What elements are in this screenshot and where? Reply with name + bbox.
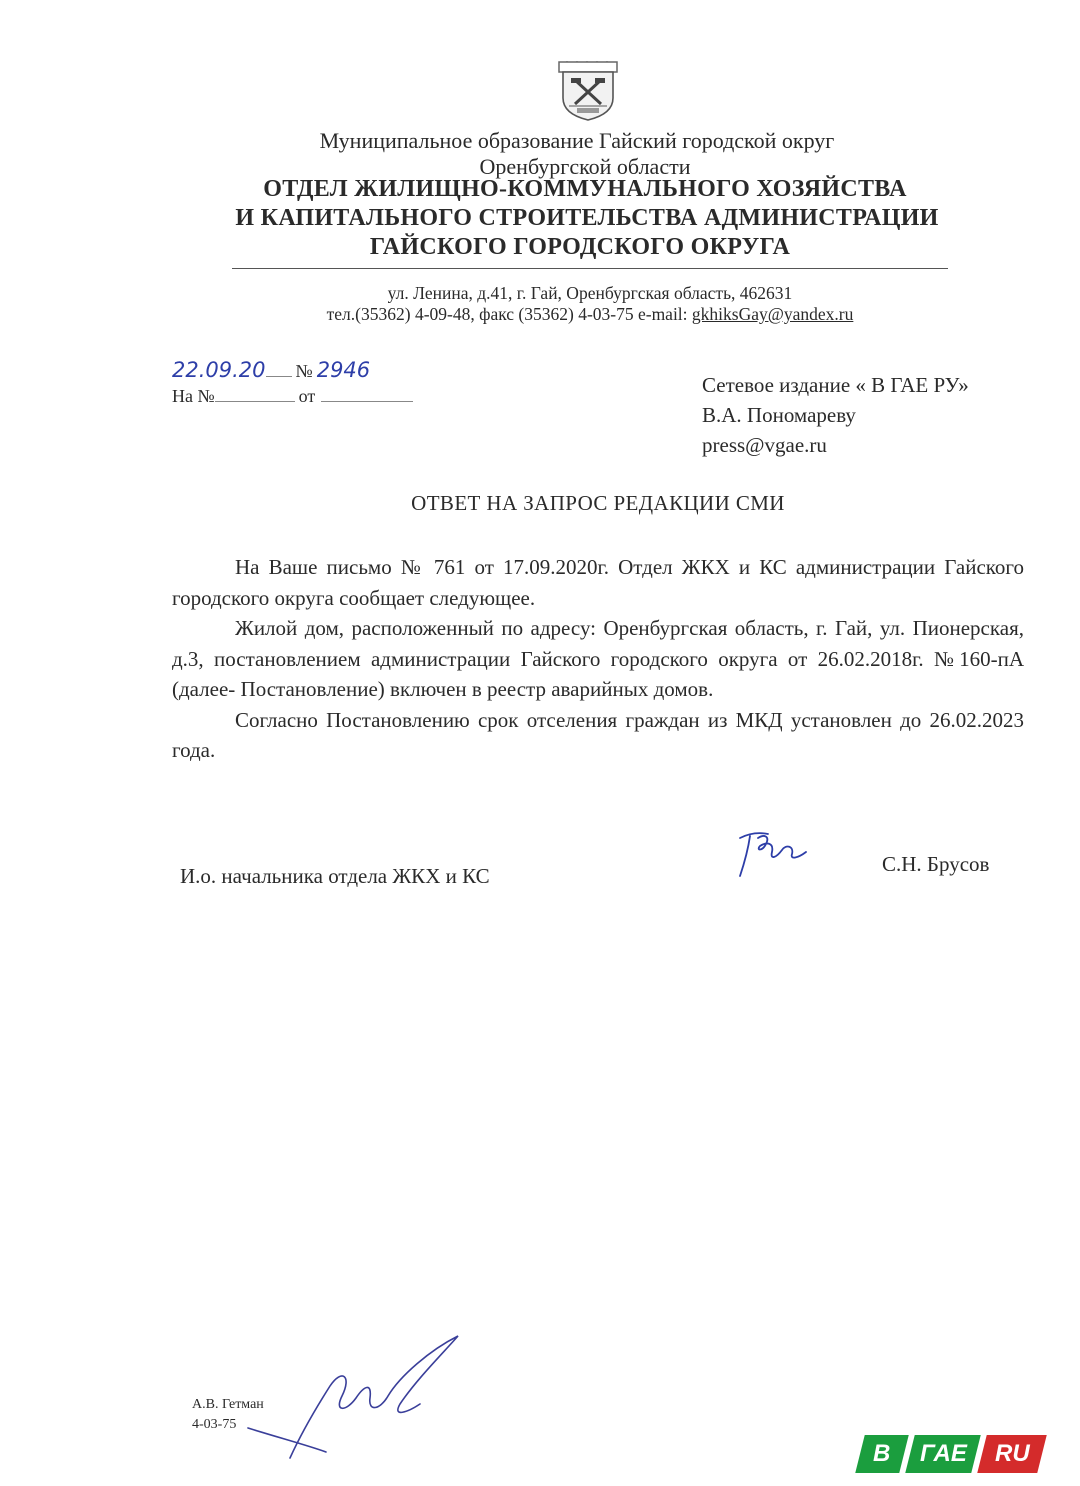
watermark-badge: ГАЕ — [905, 1435, 980, 1473]
in-reply-blank — [215, 387, 295, 402]
contacts-text: тел.(35362) 4-09-48, факс (35362) 4-03-75 e-mail: — [326, 304, 692, 324]
addressee-name: В.А. Пономареву — [702, 403, 856, 427]
from-blank — [321, 387, 413, 402]
addressee-outlet: Сетевое издание « В ГАЕ РУ» — [702, 373, 969, 397]
body-paragraph: На Ваше письмо № 761 от 17.09.2020г. Отдел ЖКХ и КС администрации Гайского городского округа сообщает следующее. — [172, 555, 1024, 610]
body-paragraph: Согласно Постановлению срок отселения граждан из МКД установлен до 26.02.2023 года. — [172, 707, 1024, 762]
body-paragraph: Жилой дом, расположенный по адресу: Оренбургская область, г. Гай, ул. Пионерская, д.3, постановлением администрации Гайского городского округа от 26.02.2018г. №160-пА (далее- Постановление) включен в реестр аварийных домов. — [172, 616, 1024, 701]
executor-signature — [230, 1328, 470, 1468]
document-title: ОТВЕТ НА ЗАПРОС РЕДАКЦИИ СМИ — [411, 491, 785, 515]
number-label: № — [295, 361, 313, 381]
header-divider — [232, 268, 948, 269]
date-underline — [266, 362, 292, 377]
watermark-badge: RU — [977, 1435, 1046, 1473]
contacts-line — [50, 303, 1080, 325]
site-watermark-logo — [860, 1435, 1042, 1473]
in-reply-label: На № — [172, 386, 215, 406]
handwritten-date: 22.09.20 — [172, 358, 266, 382]
org-name-line2: Оренбургской области — [479, 154, 691, 179]
handwritten-signature — [736, 828, 812, 885]
department-title-line1: ОТДЕЛ ЖИЛИЩНО-КОММУНАЛЬНОГО ХОЗЯЙСТВА — [263, 176, 907, 202]
department-title-line2: И КАПИТАЛЬНОГО СТРОИТЕЛЬСТВА АДМИНИСТРАЦИИ — [235, 205, 939, 231]
coat-of-arms-emblem — [553, 60, 623, 122]
watermark-badge: В — [855, 1435, 908, 1473]
outgoing-ref-row — [172, 358, 370, 382]
addressee-block — [702, 370, 969, 460]
signatory-position: И.о. начальника отдела ЖКХ и КС — [180, 864, 490, 888]
incoming-ref-row — [172, 386, 413, 407]
address-line: ул. Ленина, д.41, г. Гай, Оренбургская область, 462631 — [387, 283, 793, 303]
letter-body — [172, 552, 1024, 766]
department-title-line3: ГАЙСКОГО ГОРОДСКОГО ОКРУГА — [369, 234, 791, 260]
addressee-email: press@vgae.ru — [702, 433, 827, 457]
executor-phone: 4-03-75 — [192, 1417, 237, 1432]
signatory-name: С.Н. Брусов — [882, 852, 990, 876]
from-label: от — [298, 386, 316, 406]
handwritten-number: 2946 — [316, 358, 371, 382]
org-name-line1: Муниципальное образование Гайский городской округ — [319, 128, 835, 153]
executor-name: А.В. Гетман — [192, 1397, 264, 1412]
email-link[interactable]: gkhiksGay@yandex.ru — [691, 304, 854, 324]
